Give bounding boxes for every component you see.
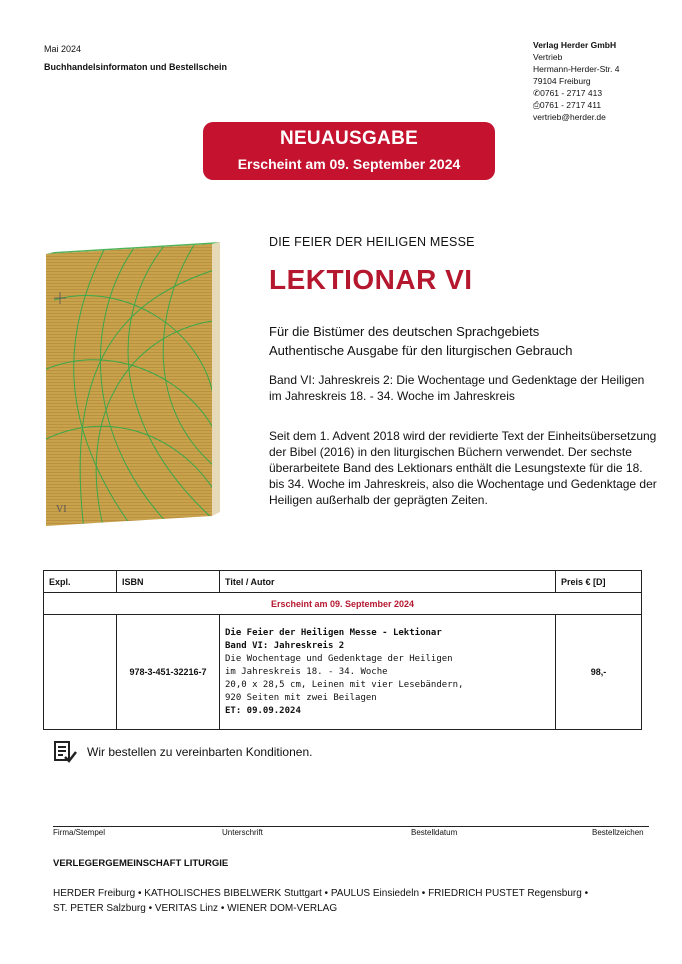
isbn-cell: 978-3-451-32216-7	[117, 615, 220, 730]
publisher-dept: Vertrieb	[533, 52, 563, 62]
price-cell: 98,-	[556, 615, 642, 730]
title-cell	[220, 615, 556, 730]
subtitle-line: Für die Bistümer des deutschen Sprachgebiets	[269, 324, 540, 339]
doc-date: Mai 2024	[44, 44, 82, 54]
label-order-reference: Bestellzeichen	[592, 828, 644, 837]
col-header-expl: Expl.	[44, 571, 117, 593]
publisher-phone: 0761 - 2717 413	[540, 88, 603, 98]
book-title: LEKTIONAR VI	[269, 264, 473, 295]
publisher-phone-row	[533, 87, 619, 99]
product-detail: 920 Seiten mit zwei Beilagen	[225, 692, 377, 703]
phone-icon: ✆	[533, 88, 541, 98]
publisher-street: Hermann-Herder-Str. 4	[533, 64, 620, 74]
doc-type: Buchhandelsinformaton und Bestellschein	[44, 62, 228, 72]
publisher-city: 79104 Freiburg	[533, 76, 591, 86]
banner-subtitle: Erscheint am 09. September 2024	[237, 156, 461, 172]
publisher-fax-row	[533, 99, 619, 111]
publishers-line: HERDER Freiburg • KATHOLISCHES BIBELWERK Stuttgart • PAULUS Einsiedeln • FRIEDRICH PUSTET Regensburg •	[53, 888, 589, 899]
product-title: Die Feier der Heiligen Messe - Lektionar	[225, 627, 442, 638]
new-edition-banner	[203, 122, 495, 180]
col-header-isbn: ISBN	[117, 571, 220, 593]
product-detail: 20,0 x 28,5 cm, Leinen mit vier Lesebändern,	[225, 679, 464, 690]
publishers-heading: VERLEGERGEMEINSCHAFT LITURGIE	[53, 858, 229, 869]
subtitle-line: Authentische Ausgabe für den liturgischen Gebrauch	[269, 343, 573, 358]
series-title: DIE FEIER DER HEILIGEN MESSE	[269, 235, 475, 249]
label-order-date: Bestelldatum	[411, 828, 458, 837]
publisher-name: Verlag Herder GmbH	[533, 40, 617, 50]
order-table	[43, 570, 642, 730]
label-company-stamp: Firma/Stempel	[53, 828, 106, 837]
book-description: Seit dem 1. Advent 2018 wird der revidierte Text der Einheitsübersetzung der Bibel (2016) in den liturgischen Büchern verwendet. Der sechste überarbeitete Band des Lektionars enthält die Lesungstexte für die 18. bis 34. Woche im Jahreskreis, also die Wochentage und Gedenktage der Heiligen außerhalb der geprägten Zeiten.	[269, 429, 657, 507]
cover-volume-label: VI	[56, 504, 67, 515]
table-row	[44, 615, 642, 730]
band-info: Band VI: Jahreskreis 2: Die Wochentage und Gedenktage der Heiligen im Jahreskreis 18. - 34. Woche im Jahreskreis	[269, 373, 645, 403]
product-release-date: ET: 09.09.2024	[225, 705, 301, 716]
table-header-row	[44, 571, 642, 593]
publishers-list	[53, 886, 653, 916]
order-form-icon	[53, 740, 77, 764]
banner-title: NEUAUSGABE	[279, 128, 419, 149]
product-detail: im Jahreskreis 18. - 34. Woche	[225, 666, 388, 677]
quantity-cell[interactable]	[44, 615, 117, 730]
product-band: Band VI: Jahreskreis 2	[225, 640, 345, 651]
fax-icon: ⎙	[533, 100, 540, 110]
publisher-fax: 0761 - 2717 411	[539, 100, 602, 110]
release-row	[44, 593, 642, 615]
col-header-title: Titel / Autor	[220, 571, 556, 593]
publisher-email: vertrieb@herder.de	[533, 112, 606, 122]
order-note-row	[53, 740, 312, 764]
col-header-price: Preis € [D]	[556, 571, 642, 593]
signature-line	[53, 826, 649, 827]
publisher-address	[533, 39, 619, 123]
label-signature: Unterschrift	[222, 828, 263, 837]
publishers-line: ST. PETER Salzburg • VERITAS Linz • WIENER DOM-VERLAG	[53, 903, 338, 914]
order-note-text: Wir bestellen zu vereinbarten Konditionen.	[87, 745, 313, 759]
book-subtitle	[269, 322, 573, 360]
book-cover-image	[44, 240, 224, 530]
product-detail: Die Wochentage und Gedenktage der Heiligen	[225, 653, 453, 664]
release-date-cell: Erscheint am 09. September 2024	[44, 593, 642, 615]
header-left	[44, 40, 227, 76]
